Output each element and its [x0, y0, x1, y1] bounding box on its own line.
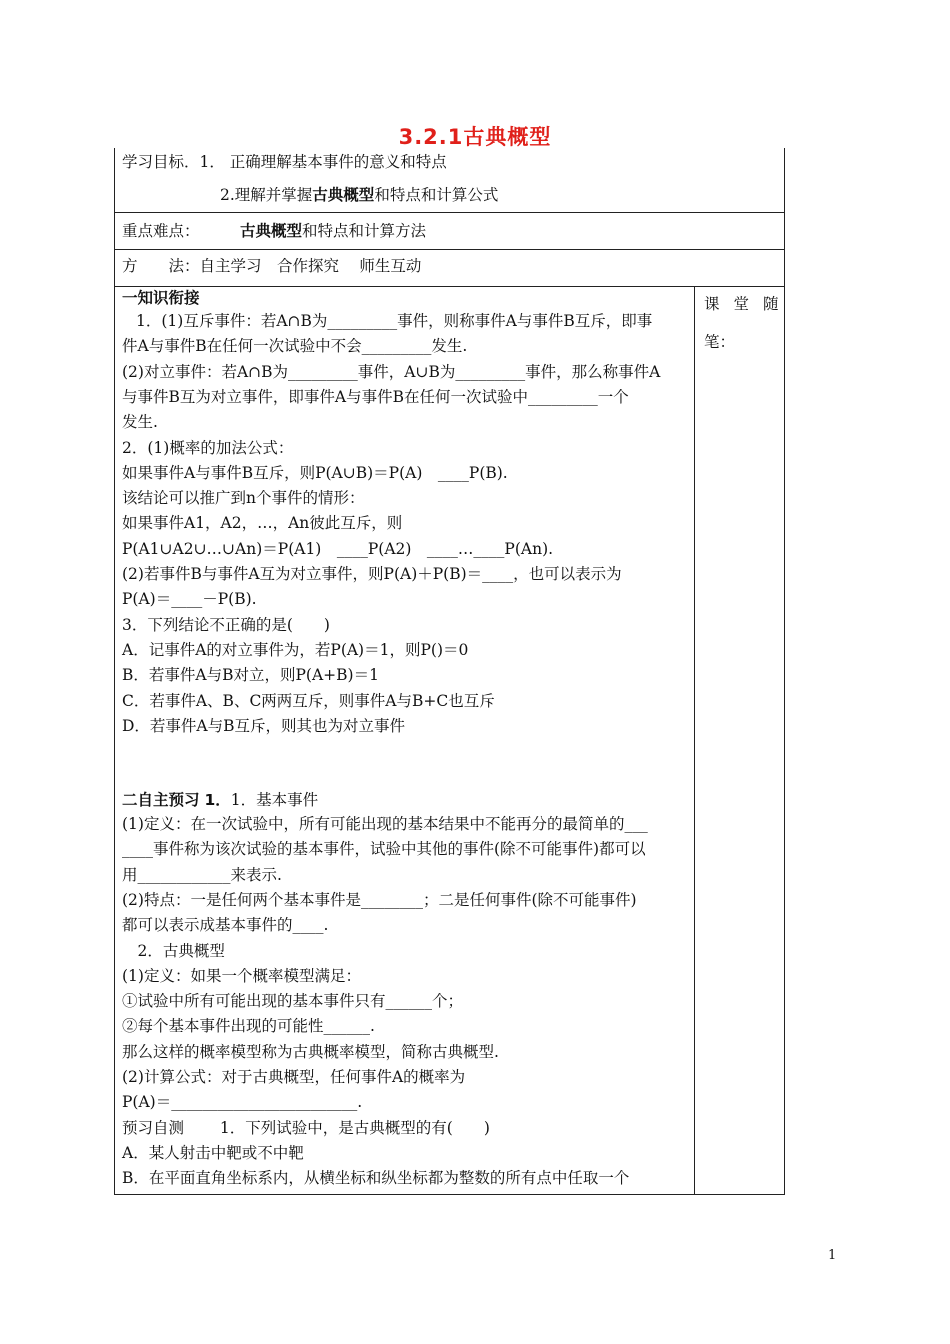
section-heading-knowledge: 一知识衔接: [122, 289, 200, 307]
text-line: 预习自测 1．下列试验中，是古典概型的有( ): [122, 1118, 490, 1137]
column-divider: [694, 286, 695, 1195]
goal-line-1: 学习目标．1． 正确理解基本事件的意义和特点: [122, 153, 447, 171]
text-line: 用____________来表示.: [122, 865, 282, 884]
method-row: 方 法：自主学习 合作探究 师生互动: [122, 257, 422, 275]
text-line: 如果事件A与事件B互斥，则P(A∪B)＝P(A) ____P(B).: [122, 463, 508, 482]
text-line: P(A)＝____－P(B).: [122, 590, 257, 609]
text-line: 3．下列结论不正确的是( ): [122, 615, 330, 634]
text-line: ①试验中所有可能出现的基本事件只有______个；: [122, 992, 464, 1011]
section-heading-preview: 二自主预习 1．1．基本事件: [122, 791, 319, 809]
text-line: P(A1∪A2∪…∪An)＝P(A1) ____P(A2) ____…____P(An).: [122, 539, 554, 558]
text-line: (2)对立事件：若A∩B为_________事件，A∪B为_________事件，那么称事件A: [122, 362, 661, 381]
goal-line-2: 2.理解并掌握古典概型和特点和计算公式: [220, 186, 499, 204]
side-note-line-2: 笔：: [704, 333, 736, 351]
text-line: D．若事件A与B互斥，则其也为对立事件: [122, 716, 406, 735]
text-line: 那么这样的概率模型称为古典概率模型，简称古典概型.: [122, 1042, 499, 1061]
text-line: (2)计算公式：对于古典概型，任何事件A的概率为: [122, 1068, 466, 1086]
text-line: 与事件B互为对立事件，即事件A与事件B在任何一次试验中_________一个: [122, 387, 629, 406]
side-note-line-1: 课堂随: [704, 295, 793, 313]
page-title: 3.2.1古典概型: [398, 125, 552, 149]
row-divider: [114, 249, 784, 250]
row-divider: [114, 212, 784, 213]
text-line: 如果事件A1，A2，…，An彼此互斥，则: [122, 514, 403, 533]
text-line: 件A与事件B在任何一次试验中不会_________发生.: [122, 337, 468, 356]
text-line: A．某人射击中靶或不中靶: [122, 1143, 304, 1162]
text-line: (2)若事件B与事件A互为对立事件，则P(A)＋P(B)＝____，也可以表示为: [122, 565, 622, 583]
text-line: (2)特点：一是任何两个基本事件是________；二是任何事件(除不可能事件): [122, 890, 637, 909]
text-line: ②每个基本事件出现的可能性______.: [122, 1017, 375, 1036]
row-divider: [114, 286, 784, 287]
text-line: 发生.: [122, 413, 158, 432]
text-line: A．记事件A的对立事件为，若P(A)＝1，则P()＝0: [122, 640, 469, 659]
text-line: P(A)＝________________________.: [122, 1093, 363, 1112]
table-left-border: [114, 148, 115, 1195]
worksheet-table: [114, 148, 793, 1195]
text-line: C．若事件A、B、C两两互斥，则事件A与B+C也互斥: [122, 691, 495, 710]
text-line: 1．(1)互斥事件：若A∩B为_________事件，则称事件A与事件B互斥，即事: [136, 312, 653, 330]
key-points-label: 重点难点：: [122, 222, 200, 240]
table-bottom-border: [114, 1194, 784, 1195]
text-line: B．若事件A与B对立，则P(A+B)＝1: [122, 666, 379, 685]
text-line: B．在平面直角坐标系内，从横坐标和纵坐标都为整数的所有点中任取一个: [122, 1169, 630, 1188]
text-line: 都可以表示成基本事件的____.: [122, 916, 329, 935]
text-line: ____事件称为该次试验的基本事件，试验中其他的事件(除不可能事件)都可以: [122, 840, 646, 859]
text-line: 该结论可以推广到n个事件的情形：: [122, 489, 365, 508]
text-line: (1)定义：在一次试验中，所有可能出现的基本结果中不能再分的最简单的___: [122, 815, 648, 833]
text-line: 2．古典概型: [122, 941, 225, 960]
text-line: 2．(1)概率的加法公式：: [122, 438, 294, 457]
key-points-text: 古典概型和特点和计算方法: [240, 222, 427, 240]
page-number: 1: [828, 1248, 837, 1263]
text-line: (1)定义：如果一个概率模型满足：: [122, 966, 361, 985]
